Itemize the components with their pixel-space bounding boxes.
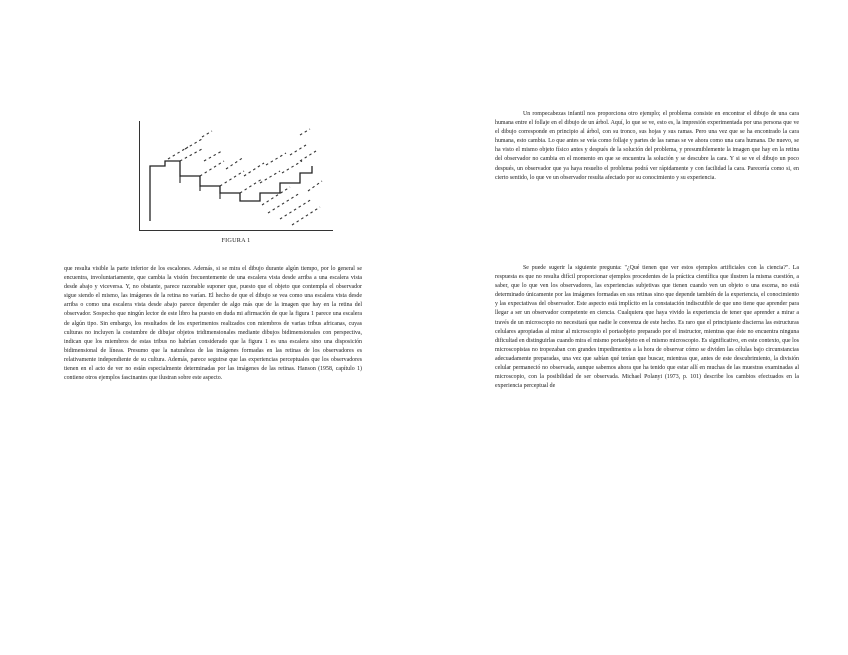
left-body-paragraph: que resulta visible la parte inferior de los escalones. Además, si se mira el dibujo durante algún tiempo, por lo general se encuentra, involuntariamente, que cambia la visión frecuentemente de una escalera vista desde arriba a una escalera vista desde abajo y viceversa. Y, no obstante, parece razonable suponer que, puesto que el objeto que contempla el observador sigue siendo el mismo, las imágenes de la retina no varían. El hecho de que el dibujo se vea como una escalera vista desde arriba o como una escalera vista desde abajo parece depender de algo más que de la imagen que hay en la retina del observador. Sospecho que ningún lector de este libro ha puesto en duda mi afirmación de que la figura 1 parece una escalera de algún tipo. Sin embargo, los resultados de los experimentos realizados con miembros de varias tribus africanas, cuyas culturas no incluyen la costumbre de dibujar objetos tridimensionales mediante dibujos bidimensionales con perspectiva, indican que los miembros de estas tribus no habrían considerado que la figura 1 es una escalera sino una disposición bidimensional de líneas. Presumo que la naturaleza de las imágenes formadas en las retinas de los observadores es relativamente independiente de su cultura. Además, parece seguirse que las experiencias perceptuales que los observadores tienen en el acto de ver no están especialmente determinadas por las imágenes de las retinas. Hanson (1958, capítulo 1) contiene otros ejemplos fascinantes que ilustran sobre este aspecto. (64, 266, 362, 382)
right-body-paragraph-2: Se puede sugerir la siguiente pregunta: "¿Qué tienen que ver estos ejemplos artificiales con la ciencia?". La respuesta es que no resulta difícil proporcionar ejemplos procedentes de la práctica científica que ilustren la misma cuestión, a saber, que lo que ven los observadores, las experiencias subjetivas que tienen cuando ven un objeto o una escena, no está determinado únicamente por las imágenes formadas en sus retinas sino que depende también de la experiencia, el conocimiento y las expectativas del observador. Este aspecto está implícito en la constatación indiscutible de que uno tiene que aprender para llegar a ser un observador competente en ciencia. Cualquiera que haya vivido la experiencia de tener que aprender a mirar a través de un microscopio no necesitará que nadie le convenza de este hecho. Es raro que el principiante discierna las estructuras celulares apropiadas al mirar al microscopio el portaobjeto preparado por el instructor, mientras que éste no encuentra ninguna dificultad en distinguirlas cuando mira el mismo portaobjeto en el mismo microscopio. Es significativo, en este contexto, que los microscopistas no tropezaban con grandes impedimentos a la hora de observar cómo se dividen las células bajo circunstancias adecuadamente preparadas, una vez que sabían qué tenían que buscar, mientras que, antes de este descubrimiento, la división celular permaneció no observada, aunque sabemos ahora que ha tenido que estar allí en muchas de las muestras examinadas al microscopio, con la posibilidad de ser observada. Michael Polanyi (1973, p. 101) describe los cambios efectuados en la experiencia perceptual de (495, 265, 799, 390)
staircase-figure (139, 121, 333, 231)
figure-caption: FIGURA 1 (221, 237, 251, 244)
right-page (424, 0, 848, 655)
staircase-drawing (140, 121, 334, 231)
right-body-paragraph-1: Un rompecabezas infantil nos proporciona otro ejemplo; el problema consiste en encontrar el dibujo de una cara humana entre el follaje en el dibujo de un árbol. Aquí, lo que se ve, esto es, la impresión experimentada por una persona que ve el dibujo corresponde en principio al árbol, con su tronco, sus hojas y sus ramas. Pero una vez que se ha encontrado la cara humana, esto cambia. Lo que antes se veía como follaje y partes de las ramas se ve ahora como una cara humana. De nuevo, se ha visto el mismo objeto físico antes y después de la solución del problema, y presumiblemente la imagen que hay en la retina del observador no cambia en el momento en que se encuentra la solución y se descubre la cara. Y si se ve el dibujo un poco después, un observador que ya haya resuelto el problema podrá ver rápidamente y con facilidad la cara. Parecería como si, en cierto sentido, lo que ve un observador resulta afectado por su conocimiento y su experiencia. (495, 111, 799, 181)
